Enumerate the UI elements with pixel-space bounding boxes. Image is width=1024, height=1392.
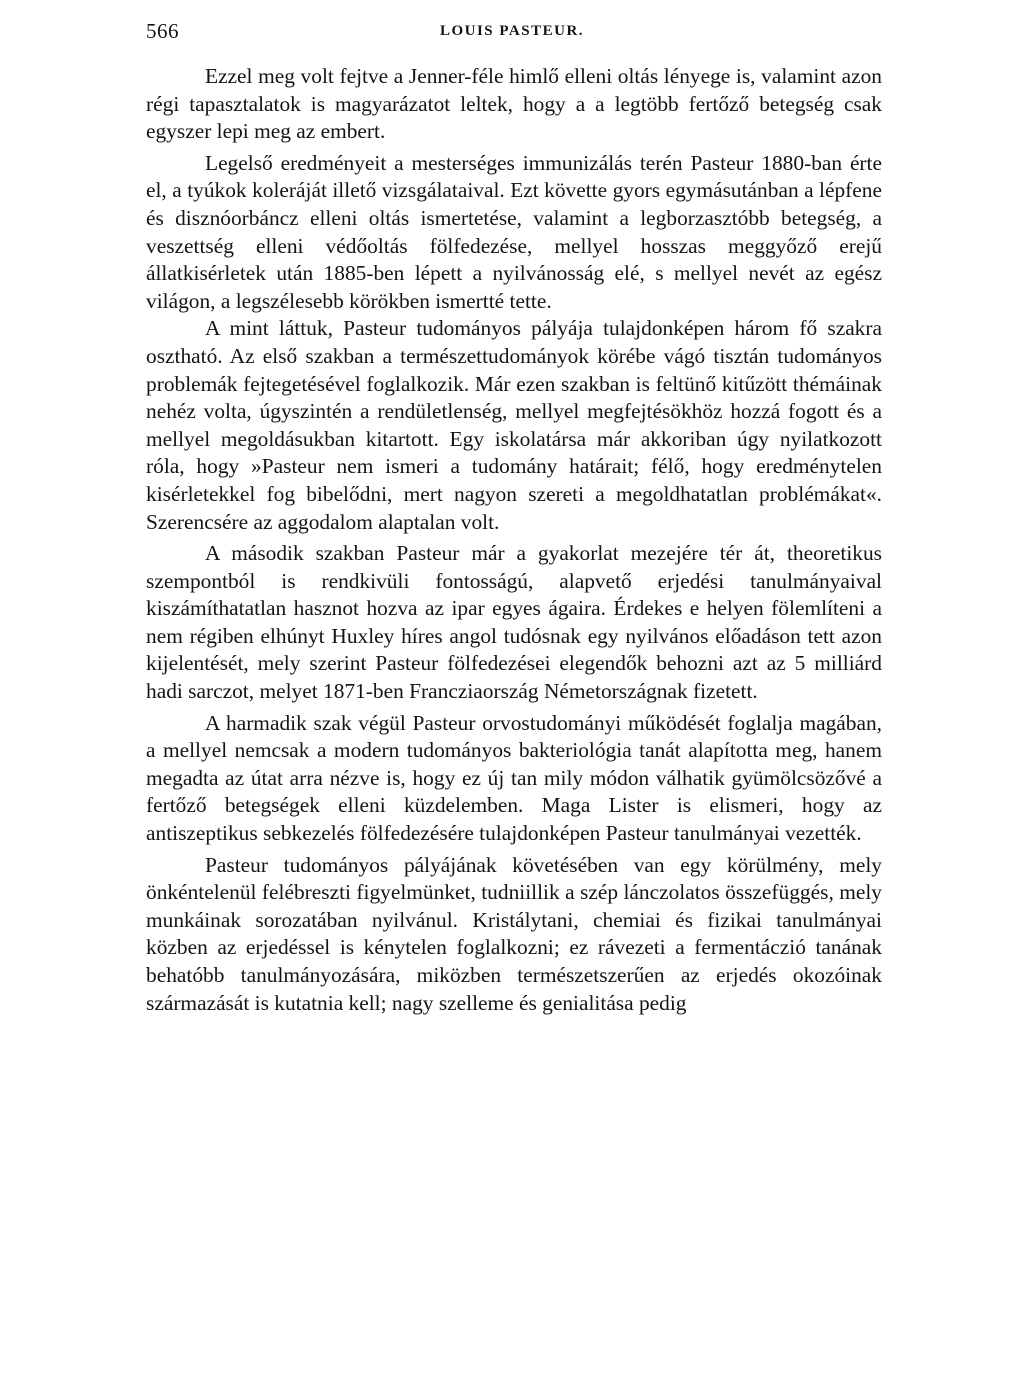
- body-text: [146, 63, 882, 1017]
- paragraph: Ezzel meg volt fejtve a Jenner-féle himlő elleni oltás lényege is, valamint azon régi tapasztalatok is magyarázatot leltek, hogy a a legtöbb fertőző betegség csak egyszer lepi meg az embert.: [146, 64, 882, 144]
- paragraph: Pasteur tudományos pályájának követésében van egy körülmény, mely önkéntelenül felébreszti figyelmünket, tudniillik a szép lánczolatos összefüggés, mely munkáinak sorozatában nyilvánul. Kristálytani, chemiai és fizikai tanulmányai közben az erjedéssel is kénytelen foglalkozni; ez rávezeti a fermentáczió tanának behatóbb tanulmányozására, miközben természetszerűen az erjedés okozóinak származását is kutatnia kell; nagy szelleme és genialitása pedig: [146, 852, 882, 1015]
- paragraph: A második szakban Pasteur már a gyakorlat mezejére tér át, theoretikus szempontból is rendkivüli fontosságú, alapvető erjedési tanulmányaival kiszámíthatatlan hasznot hozva az ipar egyes ágaira. Érdekes e helyen fölemlíteni a nem régiben elhúnyt Huxley híres angol tudósnak egy nyilvános előadáson tett azon kijelentését, mely szerint Pasteur fölfedezései elegendők behozni azt az 5 milliárd hadi sarczot, melyet 1871-ben Francziaország Németországnak fizetett.: [146, 541, 882, 704]
- paragraph: A mint láttuk, Pasteur tudományos pályája tulajdonképen három fő szakra osztható. Az első szakban a természettudományok körébe vágó tisztán tudományos problemák fejtegetésével foglalkozik. Már ezen szakban is feltünő kitűzött thémáinak nehéz volta, úgyszintén a rendületlenség, mellyel megfejtésökhöz hozzá fogott és a mellyel megoldásukban kitartott. Egy iskolatársa már akkoriban úgy nyilatkozott róla, hogy »Pasteur nem ismeri a tudomány határait; félő, hogy eredménytelen kisérletekkel fog bibelődni, mert nagyon szereti a megoldhatatlan problémákat«. Szerencsére az aggodalom alaptalan volt.: [146, 316, 882, 534]
- page-number: 566: [146, 19, 179, 43]
- paragraph: Legelső eredményeit a mesterséges immunizálás terén Pasteur 1880-ban érte el, a tyúkok koleráját illető vizsgálataival. Ezt követte gyors egymásutánban a lépfene és disznóorbáncz elleni oltás ismertetése, valamint a legborzasztóbb betegség, a veszettség elleni védőoltás fölfedezése, mellyel hosszas meggyőző erejű állatkisérletek után 1885-ben lépett a nyilvánosság elé, s mellyel nevét az egész világon, a legszélesebb körökben ismertté tette.: [146, 150, 882, 313]
- paragraph: A harmadik szak végül Pasteur orvostudományi működését foglalja magában, a mellyel nemcsak a modern tudományos bakteriológia tanát alapította meg, hanem megadta az útat arra nézve is, hogy ez új tan mily módon válhatik gyümölcsözővé a fertőző betegségek elleni küzdelemben. Maga Lister is elismeri, hogy az antiszeptikus sebkezelés fölfedezésére tulajdonképen Pasteur tanulmányai vezették.: [146, 710, 882, 846]
- running-head: LOUIS PASTEUR.: [439, 23, 585, 39]
